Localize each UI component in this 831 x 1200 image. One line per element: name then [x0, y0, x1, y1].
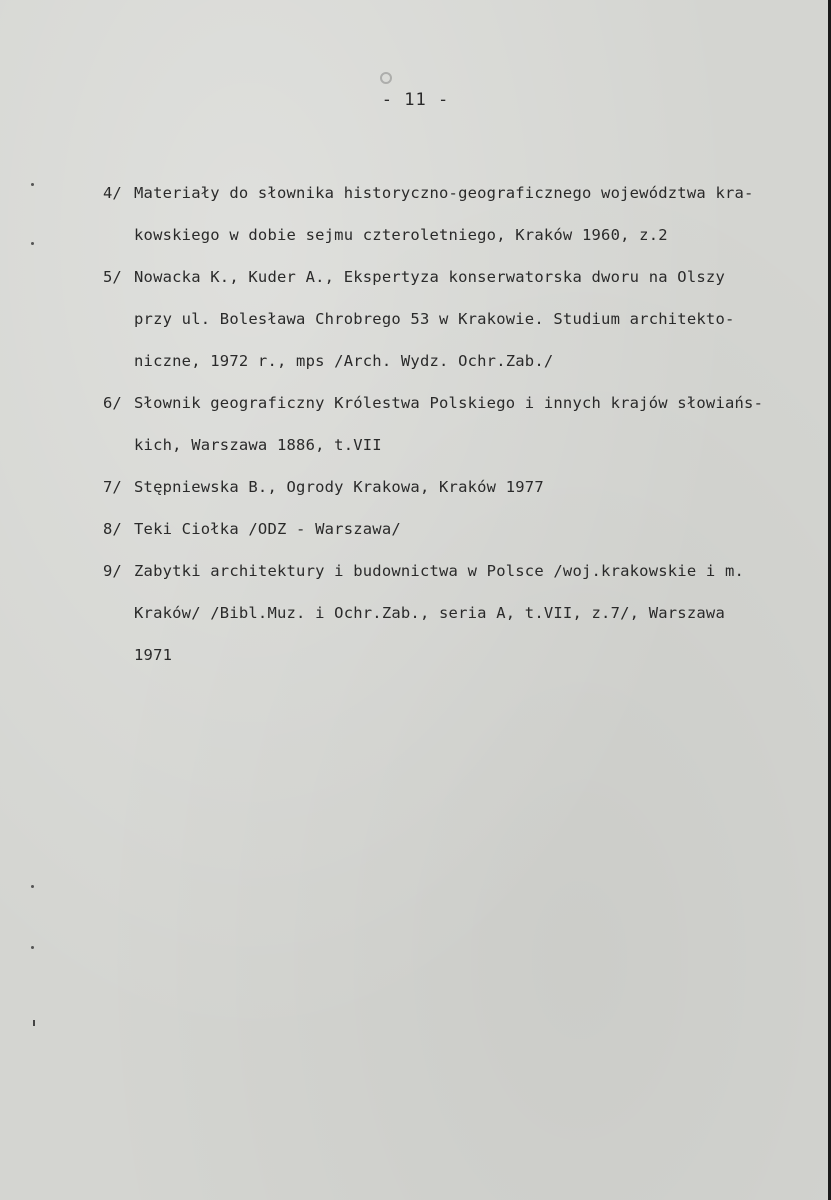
- bibliography-entry: [0, 256, 831, 382]
- ink-smudge: [380, 72, 392, 84]
- bibliography-list: [0, 172, 831, 676]
- entry-line: Słownik geograficzny Królestwa Polskiego i innych krajów słowiańs-: [134, 394, 764, 412]
- entry-line: Zabytki architektury i budownictwa w Polsce /woj.krakowskie i m.: [134, 562, 745, 580]
- margin-dot: [31, 946, 34, 949]
- margin-dot: [31, 885, 34, 888]
- bibliography-entry: [0, 508, 831, 550]
- page-number: - 11 -: [381, 90, 450, 110]
- margin-tick: [33, 1020, 35, 1026]
- entry-line: Stępniewska B., Ogrody Krakowa, Kraków 1977: [134, 478, 544, 496]
- entry-number: 7/: [103, 478, 122, 496]
- entry-number: 5/: [103, 268, 122, 286]
- entry-line: Teki Ciołka /ODZ - Warszawa/: [134, 520, 401, 538]
- bibliography-entry: [0, 382, 831, 466]
- bibliography-entry: [0, 172, 831, 256]
- bibliography-entry: [0, 466, 831, 508]
- entry-number: 4/: [103, 184, 122, 202]
- entry-line: 1971: [134, 646, 173, 664]
- entry-line: Kraków/ /Bibl.Muz. i Ochr.Zab., seria A, t.VII, z.7/, Warszawa: [134, 604, 725, 622]
- entry-line: Materiały do słownika historyczno-geograficznego województwa kra-: [134, 184, 754, 202]
- entry-line: kowskiego w dobie sejmu czteroletniego, Kraków 1960, z.2: [134, 226, 668, 244]
- entry-number: 9/: [103, 562, 122, 580]
- entry-number: 8/: [103, 520, 122, 538]
- entry-line: Nowacka K., Kuder A., Ekspertyza konserwatorska dworu na Olszy: [134, 268, 725, 286]
- bibliography-entry: [0, 550, 831, 676]
- entry-line: kich, Warszawa 1886, t.VII: [134, 436, 382, 454]
- entry-number: 6/: [103, 394, 122, 412]
- entry-line: przy ul. Bolesława Chrobrego 53 w Krakowie. Studium architekto-: [134, 310, 735, 328]
- entry-line: niczne, 1972 r., mps /Arch. Wydz. Ochr.Zab./: [134, 352, 554, 370]
